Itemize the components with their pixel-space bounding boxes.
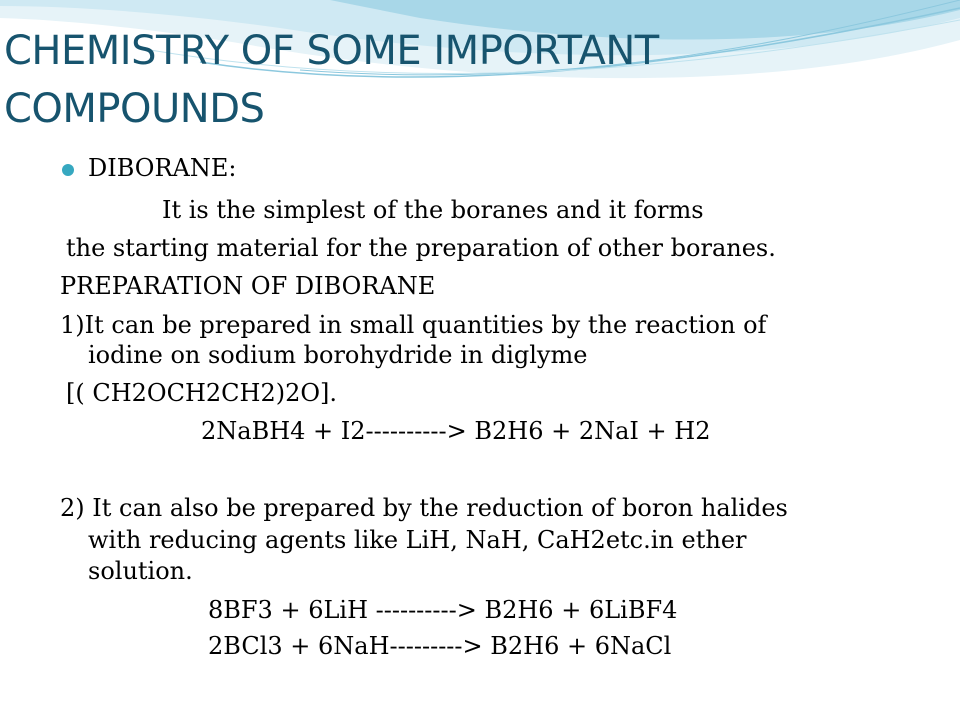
subheading-preparation: PREPARATION OF DIBORANE [60,272,436,300]
method2-line-1: 2) It can also be prepared by the reduction of boron halides [60,494,788,522]
intro-line-2: the starting material for the preparation of other boranes. [66,234,776,262]
method1-line-3: [( CH2OCH2CH2)2O]. [66,379,338,407]
equation-2: 8BF3 + 6LiH ----------> B2H6 + 6LiBF4 [208,596,678,624]
bullet-icon [62,164,74,176]
intro-line-1: It is the simplest of the boranes and it forms [162,196,704,224]
slide-title [4,22,904,138]
equation-3: 2BCl3 + 6NaH---------> B2H6 + 6NaCl [208,632,672,660]
method1-line-1: 1)It can be prepared in small quantities by the reaction of [60,311,767,339]
method2-line-3: solution. [88,557,193,585]
method1-line-2: iodine on sodium borohydride in diglyme [88,341,588,369]
method2-line-2: with reducing agents like LiH, NaH, CaH2etc.in ether [88,526,747,554]
bullet-diborane: DIBORANE: [88,154,237,182]
title-line-2: COMPOUNDS [4,86,265,132]
equation-1: 2NaBH4 + I2----------> B2H6 + 2NaI + H2 [201,417,711,445]
title-line-1: CHEMISTRY OF SOME IMPORTANT [4,28,659,74]
